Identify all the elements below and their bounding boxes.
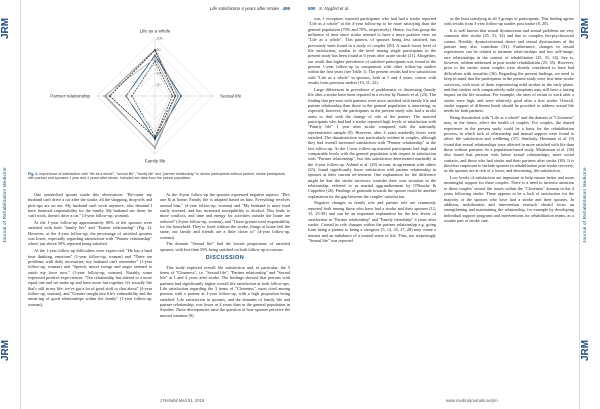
data-point bbox=[124, 95, 126, 97]
paragraph: Being dissatisfied with "Life as a whole" and the domain of "Closeness" may, in the future, affect the health of couples. For couples, the shared experience in the present study could be a basis for the rehabilitation process, in which lack of relationship and mutual support were found to affect life satisfaction and wellbeing (37). Similarly, Hermann et al. (9) found that sexual relationships were affected in more satisfied with life than those without partners. In a population-based study, Martinsson et al. (38) also found that persons with better sexual relationships, more social contacts, and those who had stroke and their partners after stroke (38). It is therefore important to include spouses in rehabilitation post-stroke recovery, as the spouses are at risk of a lower, and decreasing, life satisfaction. bbox=[444, 114, 574, 174]
tick-label: 80 bbox=[156, 48, 161, 53]
running-head-title: Life satisfaction 4 years after stroke bbox=[209, 6, 279, 11]
left-page-column-2 bbox=[160, 192, 290, 319]
tick-label: 100 bbox=[156, 36, 163, 41]
radar-chart bbox=[50, 20, 250, 170]
data-point bbox=[154, 55, 156, 57]
data-point bbox=[154, 146, 156, 148]
axis-label: Partner relationship bbox=[50, 93, 91, 99]
series-line bbox=[126, 55, 181, 139]
section-heading: DISCUSSION bbox=[205, 255, 245, 262]
running-head-right bbox=[308, 6, 349, 11]
page-footer-right: www.medicaljournals.se/jrm bbox=[446, 398, 498, 403]
journal-full-name: Journal of Rehabilitation Medicine bbox=[2, 167, 7, 243]
series-line bbox=[106, 50, 179, 149]
paragraph: This study explored overall life satisfaction and, in particular, the 5 items of "Closeness", i.e. "Sexual life", "Partner relationship" and "Sexual life" at 1 and 4 years after stroke. The findings showed that persons with partners had significantly higher overall life satisfaction at both follow-ups. Life satisfaction regarding the 3 items of "Closeness", most cited among persons with a partner at 1-year follow-up, with a high proportion being satisfied. Life satisfaction in spouses, and the domains of family life and partner relationship, was lower at 4 years than in the general population in Sweden. These discrepancies raise the question of how spouses perceive the mutual situation (9). bbox=[160, 264, 290, 318]
data-point bbox=[131, 95, 133, 97]
data-point bbox=[174, 95, 176, 97]
tick-label: 40 bbox=[156, 71, 161, 76]
right-page-column-1 bbox=[308, 16, 436, 245]
axis-label: Family life bbox=[144, 158, 166, 164]
data-point bbox=[103, 95, 105, 97]
tick-label: 20 bbox=[156, 82, 161, 87]
journal-full-name-right: Journal of Rehabilitation Medicine bbox=[582, 167, 587, 243]
paragraph: One unsatisfied spouse made this observation: "Be-cause my husband can't drive a car after the stroke, all the shopping, drop-offs and pick-ups are on me. My husband can't work anymore, who demand I have financial responsibility for the family. My husband sits there; he can't work, doesn't drive a car." (4-year follow-up, woman). bbox=[28, 192, 152, 219]
data-point bbox=[109, 95, 111, 97]
series-line bbox=[125, 64, 170, 131]
paragraph: Low levels of satisfaction are important to help ensure better and more meaningful support for these couples. There is a need to increase attention to these couples' sexual life issues within the "Closeness" domain in the 4 years following stroke. There appears to be a lack of satisfaction for the majority of the spouses who have had a stroke and their spouses. In addition, mobilization and intervention research should focus on strengthening and maintaining the relationship, for example by developing individual support programs and interventions for rehabilitation teams, as a routine part of stroke care. bbox=[444, 175, 574, 223]
data-point bbox=[177, 95, 179, 97]
paragraph: Large differences in prevalence of problematic or distressing (family life after a stroke have been reported in a review by Barnett et al. (23). The finding that per-sons with partners were more satisfied with family life and partner relationship than those in the general population is interesting, as expected; however, the participants in the present study who had a stroke seem to deal with the change of role of the partner. The married participants who had had a stroke reported high levels of satisfaction with "Family life" 1 year after stroke compared with the nationally representative sample (9). However, after 4 years markedly fewer were satisfied. The dissatisfaction was particularly evident in couples, although they had overall increased satisfaction with "Partner relationship" at the last follow-up. At the 1-year follow-up married participants had high and comparable levels with the general population with respect to satisfaction with "Partner relationship", but this satisfaction deteriorated markedly at the 4-year follow-up. Aslund et al. (20) in turn, in agreement with others (25), found significantly lower satisfaction with partner relationship in spouses at their current ret-irement. One explanation for the difference might be that the stroke survivors consider their own situation in the relationship, referred to as marital aggrandizement by O'Rourke & Cappeliez (26). Findings of gratitude towards the spouse could be another explanation for the gap between the couples' satisfaction. bbox=[308, 86, 436, 199]
data-point bbox=[154, 139, 156, 141]
left-sidebar bbox=[0, 0, 21, 409]
paragraph: At the 1-year follow-up approximately 88% of the spouses were satisfied with both "family life" and "Partner relationship" (Fig. 2). However, at the 4-year follow-up, the percentage of satisfied spouses was lower, especially regarding satisfaction with "Partner relationship" where just above 50% reported being satisfied. bbox=[28, 220, 152, 247]
data-point bbox=[180, 95, 182, 97]
paragraph: as the least satisfying in all 3 groups of participants. This finding agrees with results from 3-year follow-up studies post stroke (8, 20). bbox=[444, 16, 574, 27]
data-point bbox=[154, 63, 156, 65]
series-line bbox=[104, 58, 175, 147]
figure-caption-text: Importance of satisfaction with "life as a whole", "sexual life", "family life" and "partner relationship" in stroke participants without partner, stroke participants with partner and spouses 1 year and 4 years after stroke. Included are data from the paired population. bbox=[28, 172, 286, 181]
jrm-logo-bottom-right: JRM bbox=[580, 339, 591, 361]
figure-caption bbox=[28, 172, 288, 181]
data-point bbox=[154, 137, 156, 139]
paragraph: was 1 exception: married participants who had had a stroke reported "Life as a whole" at the 4-year follow-up to be more satisfying than the general population (79% and 70%, respectively). Hence, for this group the influence of time since stroke seemed to have a more positive view on "Life as a whole". This pattern, of spouses being less satisfied, has previously been found in a study of couples (29). A much lower level of life satisfaction, similar to the level among single participants in the present study has been found at 6 years after acute stroke (21). Altogether, our result that higher prevalence of satisfied participants was found in the present 1-year follow-up in comparison with other follow-up studies within the first years (see Table 1). The present results had low satisfaction with "Life as a whole" in spouses, both at 1 and 4 years, concur with results from previous studies (10, 11, 22). bbox=[308, 16, 436, 86]
running-head bbox=[210, 6, 290, 11]
paragraph: At the 1-year follow-up difficulties were expres-sed: "He has a hard time thinking, emotions" (1-year follow-up, woman) and "There are problems with daily necessities; my husband can't remember" (1-year follow-up, woman) and "Speech, mood swings and anger seemed to outdo my force now." (1-year follow-up, woman). Notably, some expressed positive expe-riences: "Our relationship has altered to a more equal one and we make up and have more fun together. It's actually life that's still in my life; we've got a lot of good stuff to chat about" (4-year follow-up, woman), and "Greater insight into life's vulnerability and the mean-ing of good relationships within the family" (1-year follow-up, woman). bbox=[28, 248, 152, 307]
right-sidebar bbox=[579, 0, 600, 409]
left-page-column-1 bbox=[28, 192, 152, 308]
jrm-logo-top-right: JRM bbox=[580, 17, 591, 39]
page-number: 499 bbox=[282, 6, 290, 11]
data-point bbox=[172, 95, 174, 97]
paragraph: Negative changes in family role and partner role are commonly reported both among those who have had a stroke and their spouses (12, 15, 25-30) and can be an important explanation for the low levels of satisfaction in "Partner relationship" and "Family friendship" 4 years after stroke. Caused in role changes within the partner relationship e.g. going from being a partner to being a caregiver (5, 12, 25, 27, 28) may create a tension and an imbalance of a mutual sense of life. Thus, not surprisingly "Sexual life" was reported bbox=[308, 200, 436, 243]
paragraph: At the 4-year follow-up the spouses expressed negative aspects: "He's one & at home; Family life is adapted based on him. Everything revolves around him." (4-year follow-up, woman) and "My husband is more tired easily stressed, and has increased susceptibility to alcohol. This leads to more conflicts, and time and energy for activities outside the home are reduced" (4-year follow-up, woman), and "I have greater total responsibility for the household. They're fixed without the stroke, things at home feel the same, our family and friends are a little closer to" (4-year follow-up, woman). bbox=[160, 192, 290, 240]
running-head-authors: S. Nygård et al. bbox=[319, 6, 350, 11]
jrm-logo-bottom: JRM bbox=[0, 339, 11, 361]
jrm-logo-top: JRM bbox=[0, 17, 11, 39]
paragraph: The domain "Sexual life" had the lowest proportions of satisfied spouses, with less than 35% being satisfied on both follow-up occasions. bbox=[160, 241, 290, 252]
data-point bbox=[154, 60, 156, 62]
page-footer: J Rehabil Med 51, 2019 bbox=[160, 398, 205, 403]
data-point bbox=[154, 49, 156, 51]
page-number-right: 500 bbox=[308, 6, 316, 11]
right-page-column-2 bbox=[444, 16, 574, 225]
data-point bbox=[169, 95, 171, 97]
right-page bbox=[300, 0, 600, 409]
figure-caption-label: Fig. 2. bbox=[28, 172, 39, 176]
data-point bbox=[154, 57, 156, 59]
axis-label: Life as a whole bbox=[139, 28, 171, 34]
paragraph: It is well known that sexual dysfunctions and sexual problems are very common after stroke (25, 31, 32) and due to complex bio-psychosocial causes. Notably, dysmotor/sexual desire and sexual dysfunctions of the partner may also contribute (33). Furthermore, changes in sexual experiences can be related to intimate relati-onships and low self-image, rare relationships in the context of rehabilitation (25, 31, 34). Sex is, however, seldom addressed in post stroke rehabilitation (25, 35). However, prior to the stroke, some couples were already considered to have had difficulties with sexuality (36). Regarding the present findings, we need to keep in mind that the participants in the present study were first-time stroke survivors, with most of them experiencing mild strokes in the early phase, and that strokes with comparatively mild symptoms may still have a lasting impact on the life situation. For example, the rates of return to work after a stroke were high, and were relatively good after a first stroke. Overall, stroke support of different kinds should be provided to address sexual life needs for both partners. bbox=[444, 28, 574, 114]
data-point bbox=[154, 130, 156, 132]
axis-label: Sexual life bbox=[219, 93, 242, 99]
tick-label: 60 bbox=[156, 59, 161, 64]
